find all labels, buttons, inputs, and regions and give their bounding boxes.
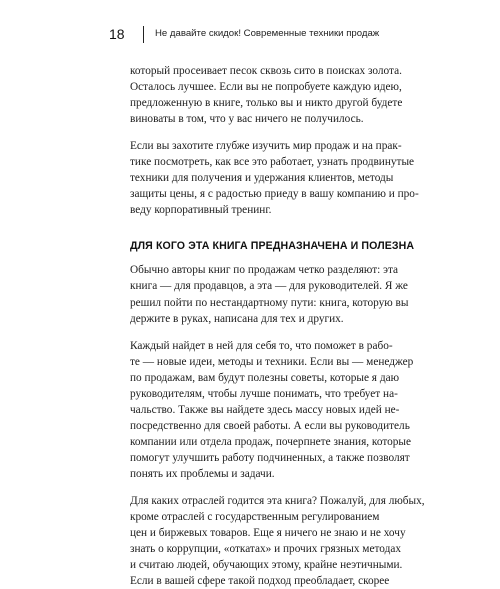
paragraph-1 [130, 63, 403, 127]
text-line: понять их проблемы и задачи. [130, 467, 275, 480]
text-line: по продажам, вам будут полезны советы, которые я даю [130, 371, 400, 384]
text-line: кроме отраслей с государственным регулированием [130, 511, 380, 524]
paragraph-4 [130, 338, 414, 482]
text-line: цен и биржевых товаров. Еще я ничего не знаю и не хочу [130, 527, 406, 540]
paragraph-3 [130, 262, 409, 326]
paragraph-5 [130, 493, 425, 589]
text-line: Обычно авторы книг по продажам четко разделяют: эта [130, 264, 399, 277]
text-line: который просеивает песок сквозь сито в поисках золота. [130, 65, 402, 77]
paragraph-2 [130, 138, 419, 218]
text-line: держите в руках, написана для тех и других. [130, 312, 344, 325]
text-line: Осталось лучшее. Если вы не попробуете каждую идею, [130, 81, 402, 94]
text-line: и считаю людей, обучающих этому, крайне неэтичными. [130, 559, 403, 572]
text-line: защиты цены, я с радостью приеду в вашу компанию и про- [130, 188, 419, 201]
text-line: руководителям, чтобы лучше понимать, что требует на- [130, 387, 398, 400]
text-line: техники для получения и удержания клиентов, методы [130, 172, 394, 185]
text-line: веду корпоративный тренинг. [130, 204, 272, 217]
text-line: чальство. Также вы найдете здесь массу новых идей не- [130, 403, 400, 416]
text-line: тике посмотреть, как все это работает, узнать продвинутые [130, 156, 415, 169]
text-line: Каждый найдет в ней для себя то, что поможет в рабо- [130, 339, 393, 352]
running-title: Не давайте скидок! Современные техники продаж [155, 28, 380, 39]
text-line: посредственно для своей работы. А если вы руководитель [130, 419, 410, 432]
text-line: Для каких отраслей годится эта книга? Пожалуй, для любых, [130, 495, 425, 508]
text-line: книга — для продавцов, а эта — для руководителей. Я же [130, 280, 408, 293]
section-heading: ДЛЯ КОГО ЭТА КНИГА ПРЕДНАЗНАЧЕНА И ПОЛЕЗНА [130, 240, 415, 253]
text-line: Если вы захотите глубже изучить мир продаж и на прак- [130, 140, 402, 153]
text-line: помогут улучшить работу подчиненных, а также позволят [130, 451, 410, 464]
header-divider [143, 26, 144, 43]
text-line: те — новые идеи, методы и техники. Если вы — менеджер [130, 355, 414, 368]
text-line: знать о коррупции, «откатах» и прочих грязных методах [130, 543, 401, 556]
text-line: предложенную в книге, только вы и никто другой будете [130, 97, 403, 110]
body-text [130, 63, 425, 589]
text-line: компании или отдела продаж, почерпнете знания, которые [130, 435, 412, 448]
text-line: Если в вашей сфере такой подход преобладает, скорее [130, 575, 390, 588]
page-number: 18 [109, 26, 125, 42]
text-line: решил пойти по нестандартному пути: книга, которую вы [130, 296, 409, 309]
text-line: виноваты в том, что у вас ничего не получилось. [130, 113, 364, 126]
running-header [109, 26, 380, 44]
